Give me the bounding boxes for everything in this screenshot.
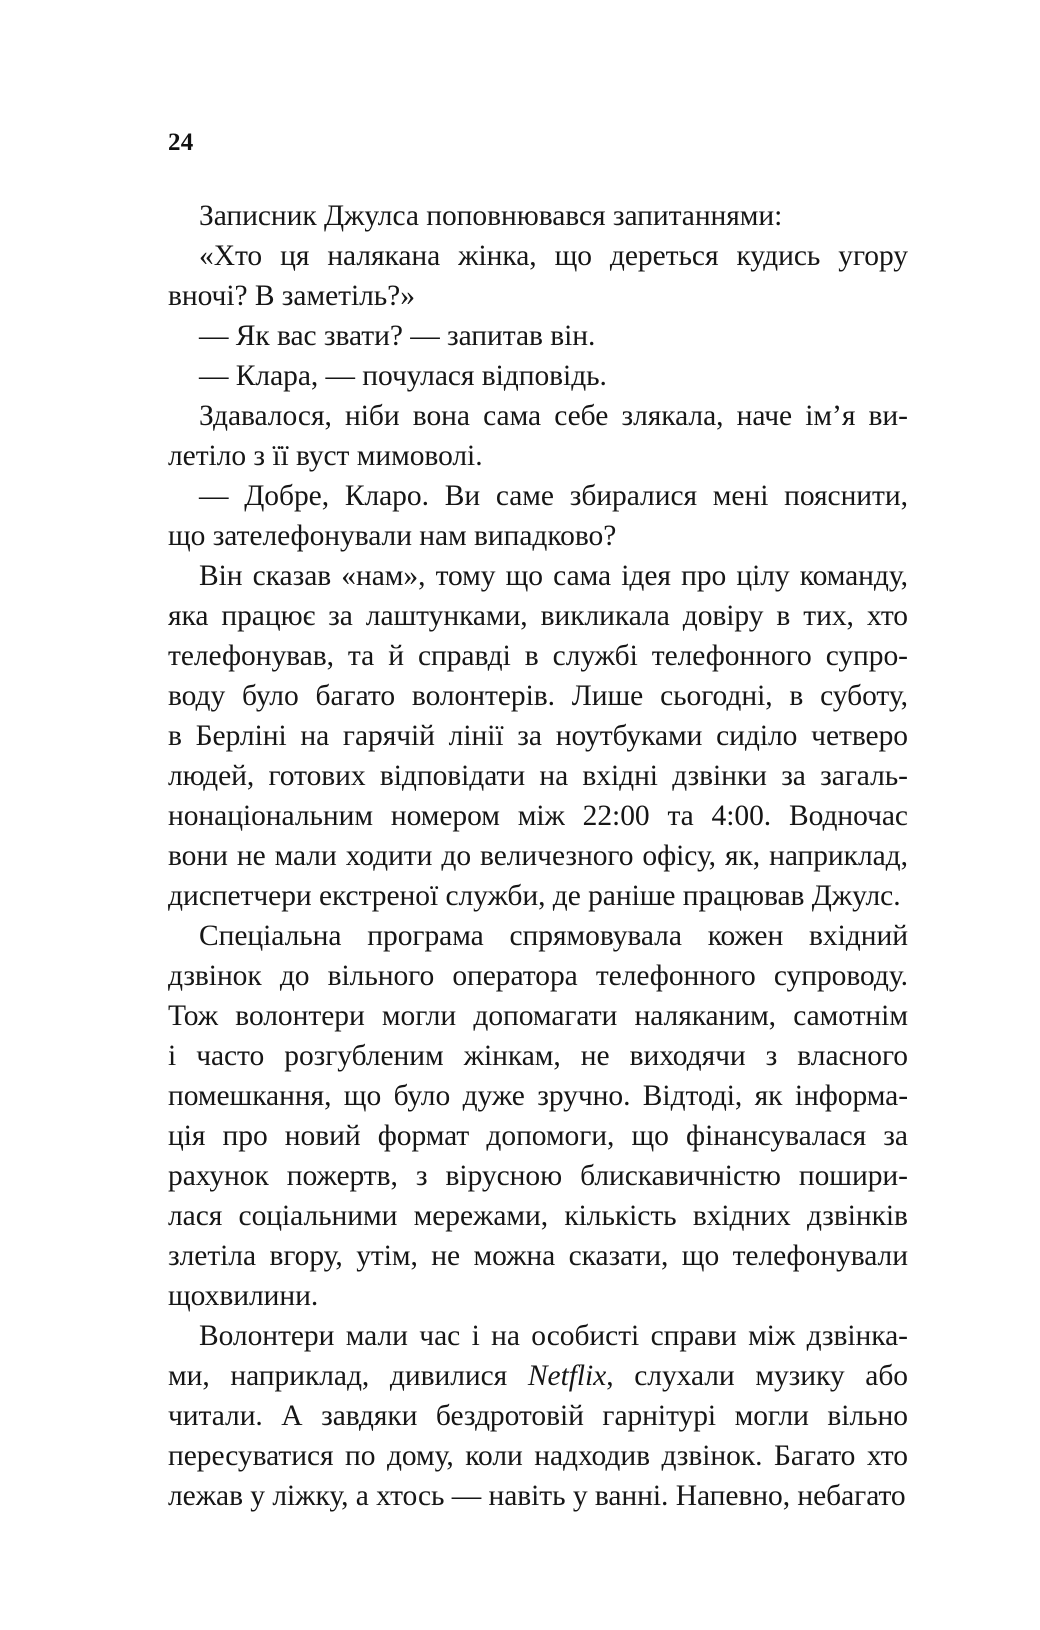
text-line: помешкання, що було дуже зручно. Відтоді, як інформа-: [168, 1080, 908, 1112]
text-line: людей, готових відповідати на вхідні дзвінки за загаль-: [168, 760, 908, 792]
page-number: 24: [168, 129, 194, 156]
text-line: Спеціальна програма спрямовувала кожен вхідний: [199, 920, 908, 952]
text-line: лася соціальними мережами, кількість вхідних дзвінків: [168, 1200, 908, 1232]
paragraph: [168, 356, 908, 396]
text-line: — Як вас звати? — запитав він.: [199, 320, 596, 352]
paragraph: [168, 236, 908, 316]
text-line: нонаціональним номером між 22:00 та 4:00. Водночас: [168, 800, 908, 832]
text-line: в Берліні на гарячій лінії за ноутбуками сиділо четверо: [168, 720, 908, 752]
text-line: «Хто ця налякана жінка, що дереться кудись угору: [199, 240, 908, 272]
text-line: вночі? В заметіль?»: [168, 280, 415, 312]
paragraph: [168, 396, 908, 476]
paragraph: [168, 916, 908, 1316]
paragraph: [168, 196, 908, 236]
paragraph: [168, 316, 908, 356]
text-line: лежав у ліжку, а хтось — навіть у ванні. Напевно, небагато: [168, 1480, 906, 1512]
text-line: диспетчери екстреної служби, де раніше працював Джулс.: [168, 880, 901, 912]
text-line: пересуватися по дому, коли надходив дзвінок. Багато хто: [168, 1440, 908, 1472]
text-line: дзвінок до вільного оператора телефонного супроводу.: [168, 960, 908, 992]
text-line: вони не мали ходити до величезного офісу, як, наприклад,: [168, 840, 908, 872]
text-line: що зателефонували нам випадково?: [168, 520, 617, 552]
text-line: Тож волонтери могли допомагати наляканим, самотнім: [168, 1000, 908, 1032]
paragraph: [168, 556, 908, 916]
italic-term: Netflix: [527, 1360, 607, 1392]
text-line: яка працює за лаштунками, викликала довіру в тих, хто: [168, 600, 908, 632]
text-line: ми, наприклад, дивилися Netflix, слухали музику або: [168, 1360, 908, 1392]
text-line: читали. А завдяки бездротовій гарнітурі могли вільно: [168, 1400, 908, 1432]
text-line: Записник Джулса поповнювався запитаннями:: [199, 200, 783, 232]
text-line: Здавалося, ніби вона сама себе злякала, наче ім’я ви-: [199, 400, 908, 432]
text-line: телефонував, та й справді в службі телефонного супро-: [168, 640, 908, 672]
text-line: — Клара, — почулася відповідь.: [199, 360, 607, 392]
text-line: Волонтери мали час і на особисті справи між дзвінка-: [199, 1320, 908, 1352]
text-line: рахунок пожертв, з вірусною блискавичністю пошири-: [168, 1160, 908, 1192]
text-line: летіло з її вуст мимоволі.: [168, 440, 483, 472]
text-line: і часто розгубленим жінкам, не виходячи з власного: [168, 1040, 908, 1072]
text-line: щохвилини.: [168, 1280, 319, 1312]
text-line: воду було багато волонтерів. Лише сьогодні, в суботу,: [168, 680, 908, 712]
paragraph: [168, 476, 908, 556]
text-line: Він сказав «нам», тому що сама ідея про цілу команду,: [199, 560, 908, 592]
body-text-block: [168, 196, 908, 1516]
text-line: ція про новий формат допомоги, що фінансувалася за: [168, 1120, 908, 1152]
text-line: — Добре, Кларо. Ви саме збиралися мені пояснити,: [199, 480, 908, 512]
paragraph: [168, 1316, 908, 1516]
text-line: злетіла вгору, утім, не можна сказати, що телефонували: [168, 1240, 908, 1272]
